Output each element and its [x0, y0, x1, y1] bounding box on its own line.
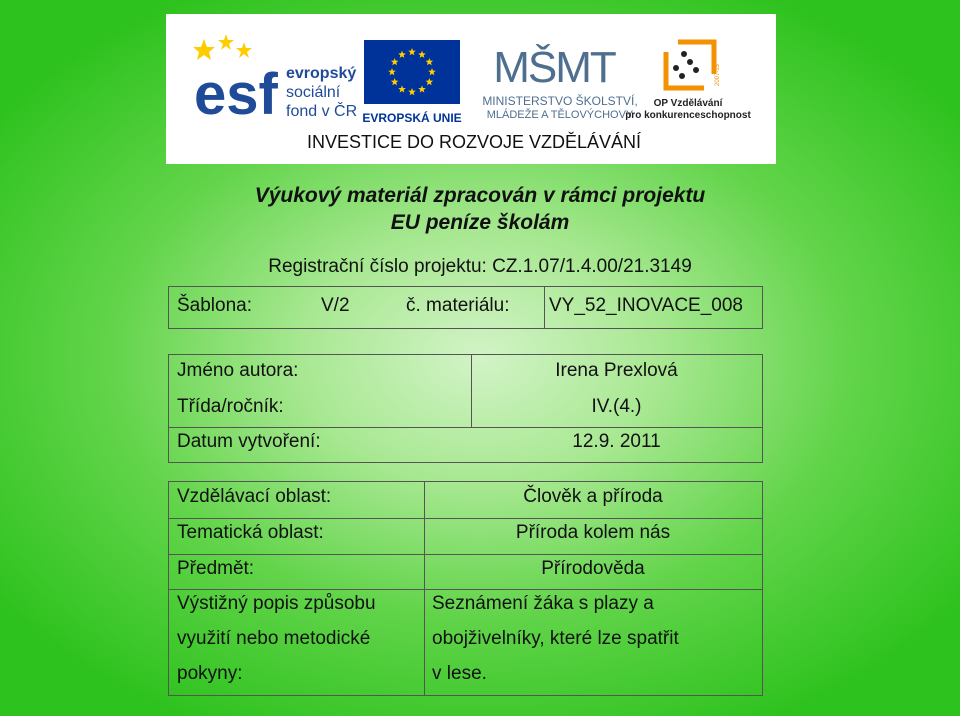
divider — [169, 554, 762, 555]
op-line-2: pro konkurenceschopnost — [625, 110, 751, 121]
area-label: Vzdělávací oblast: — [177, 486, 332, 507]
class-value: IV.(4.) — [591, 396, 642, 417]
date-label: Datum vytvoření: — [177, 431, 321, 452]
desc-label-line-3: pokyny: — [177, 663, 243, 684]
op-logo — [625, 42, 751, 121]
op-stamp: 2007-13 — [715, 63, 721, 86]
desc-value-line-2: obojživelníky, které lze spatřit — [432, 628, 679, 649]
material-label: č. materiálu: — [406, 295, 510, 316]
author-label: Jméno autora: — [177, 360, 299, 381]
area-value: Člověk a příroda — [523, 486, 663, 507]
esf-stars-icon — [193, 34, 252, 60]
theme-value: Příroda kolem nás — [515, 522, 671, 543]
page-title-line-1: Výukový materiál zpracován v rámci projektu — [254, 184, 706, 207]
divider — [169, 518, 762, 519]
date-value: 12.9. 2011 — [572, 431, 661, 452]
template-row — [168, 286, 763, 329]
author-table — [168, 354, 763, 463]
eu-caption: EVROPSKÁ UNIE — [362, 111, 462, 125]
sablona-value: V/2 — [321, 295, 350, 316]
esf-line-3: fond v ČR — [286, 103, 358, 120]
esf-line-2: sociální — [286, 84, 341, 101]
subject-label: Předmět: — [177, 558, 255, 579]
eu-flag-logo — [362, 40, 461, 125]
sablona-label: Šablona: — [177, 295, 253, 316]
divider — [544, 287, 545, 328]
subject-table — [168, 481, 763, 696]
esf-wordmark: esf — [194, 62, 278, 127]
esf-line-1: evropský — [286, 65, 357, 82]
desc-value-line-1: Seznámení žáka s plazy a — [432, 593, 654, 614]
author-value: Irena Prexlová — [555, 360, 678, 381]
desc-label-line-2: využití nebo metodické — [177, 628, 371, 649]
theme-label: Tematická oblast: — [177, 522, 324, 543]
class-label: Třída/ročník: — [177, 396, 284, 417]
op-line-1: OP Vzdělávání — [653, 98, 723, 109]
material-value: VY_52_INOVACE_008 — [549, 295, 743, 316]
desc-label-line-1: Výstižný popis způsobu — [177, 593, 376, 614]
divider — [169, 427, 762, 428]
registration-number: Registrační číslo projektu: CZ.1.07/1.4.00/21.3149 — [268, 256, 692, 277]
op-emblem-icon — [666, 42, 714, 88]
logo-banner — [166, 14, 776, 164]
msmt-line-1: MINISTERSTVO ŠKOLSTVÍ, — [482, 94, 638, 108]
msmt-logo — [482, 42, 637, 121]
page-title-line-2: EU peníze školám — [390, 211, 570, 234]
esf-logo — [193, 34, 357, 127]
desc-value-line-3: v lese. — [432, 663, 487, 684]
msmt-mark: MŠMT — [493, 43, 615, 92]
subject-value: Přírodověda — [541, 558, 645, 579]
divider — [169, 589, 762, 590]
investment-banner: INVESTICE DO ROZVOJE VZDĚLÁVÁNÍ — [306, 132, 642, 152]
msmt-line-2: MLÁDEŽE A TĚLOVÝCHOVY — [486, 109, 634, 121]
logo-graphics — [166, 14, 776, 164]
